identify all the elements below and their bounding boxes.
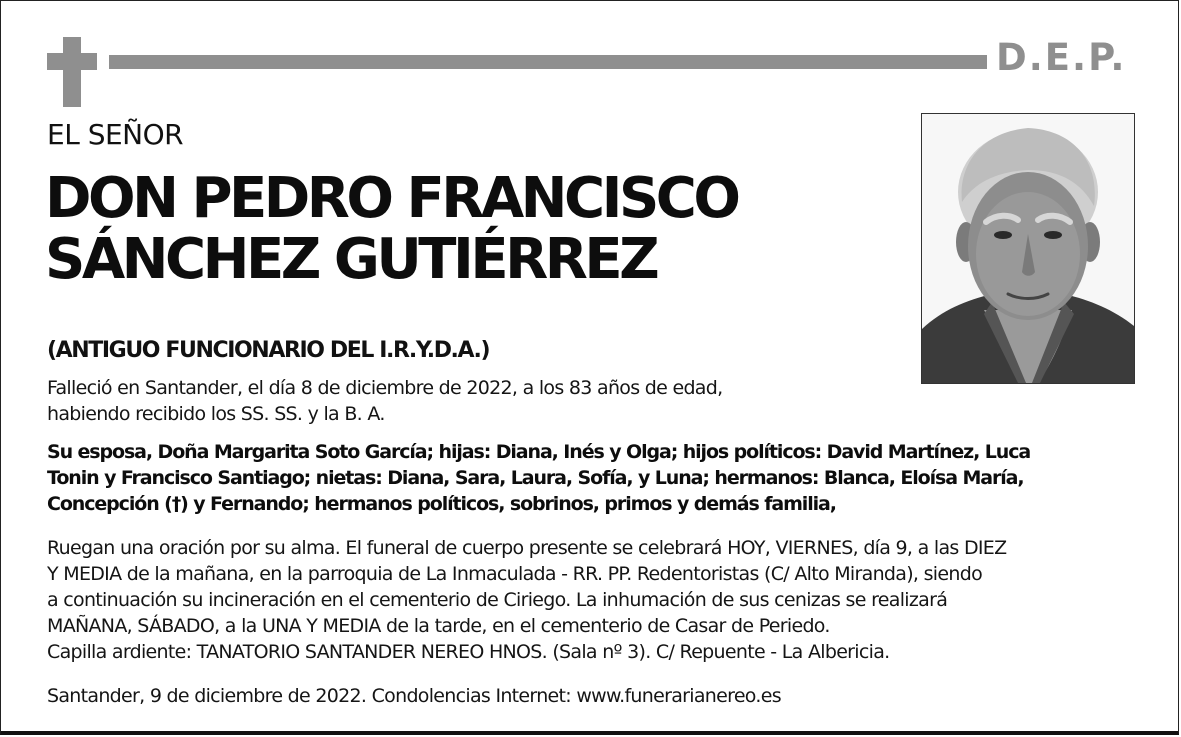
name-line-1: DON PEDRO FRANCISCO [45, 166, 738, 231]
former-position: (ANTIGUO FUNCIONARIO DEL I.R.Y.D.A.) [47, 338, 490, 363]
funeral-line-1: Ruegan una oración por su alma. El funeral de cuerpo presente se celebrará HOY, VIERNES, día 9, a las DIEZ [47, 537, 1007, 559]
header-rule [109, 55, 987, 69]
name-line-2: SÁNCHEZ GUTIÉRREZ [45, 227, 657, 292]
family-line-1: Su esposa, Doña Margarita Soto García; hijas: Diana, Inés y Olga; hijos políticos: David Martínez, Luca [47, 441, 1031, 463]
death-details [47, 375, 722, 427]
family-list [47, 439, 1030, 517]
intro-text: EL SEÑOR [47, 118, 184, 151]
family-line-2: Tonin y Francisco Santiago; nietas: Diana, Sara, Laura, Sofía, y Luna; hermanos: Blanca, Eloísa María, [47, 467, 1024, 489]
death-line-2: habiendo recibido los SS. SS. y la B. A. [47, 403, 385, 425]
dep-label: D.E.P. [996, 36, 1127, 79]
cross-vertical-bar [63, 37, 81, 107]
funeral-line-5: Capilla ardiente: TANATORIO SANTANDER NEREO HNOS. (Sala nº 3). C/ Repuente - La Albericia. [47, 641, 890, 663]
portrait-illustration [922, 114, 1134, 383]
funeral-details [47, 535, 1006, 665]
funeral-line-4: MAÑANA, SÁBADO, a la UNA Y MEDIA de la tarde, en el cementerio de Casar de Periedo. [47, 615, 830, 637]
death-line-1: Falleció en Santander, el día 8 de diciembre de 2022, a los 83 años de edad, [47, 377, 723, 399]
funeral-line-3: a continuación su incineración en el cementerio de Ciriego. La inhumación de sus cenizas se realizará [47, 589, 948, 611]
portrait-photo [921, 113, 1135, 384]
cross-horizontal-bar [47, 53, 97, 70]
family-line-3: Concepción (†) y Fernando; hermanos políticos, sobrinos, primos y demás familia, [47, 493, 836, 515]
footer-text: Santander, 9 de diciembre de 2022. Condolencias Internet: www.funerarianereo.es [47, 685, 781, 707]
funeral-line-2: Y MEDIA de la mañana, en la parroquia de La Inmaculada - RR. PP. Redentoristas (C/ Alto Miranda), siendo [47, 563, 982, 585]
deceased-name [45, 168, 738, 290]
